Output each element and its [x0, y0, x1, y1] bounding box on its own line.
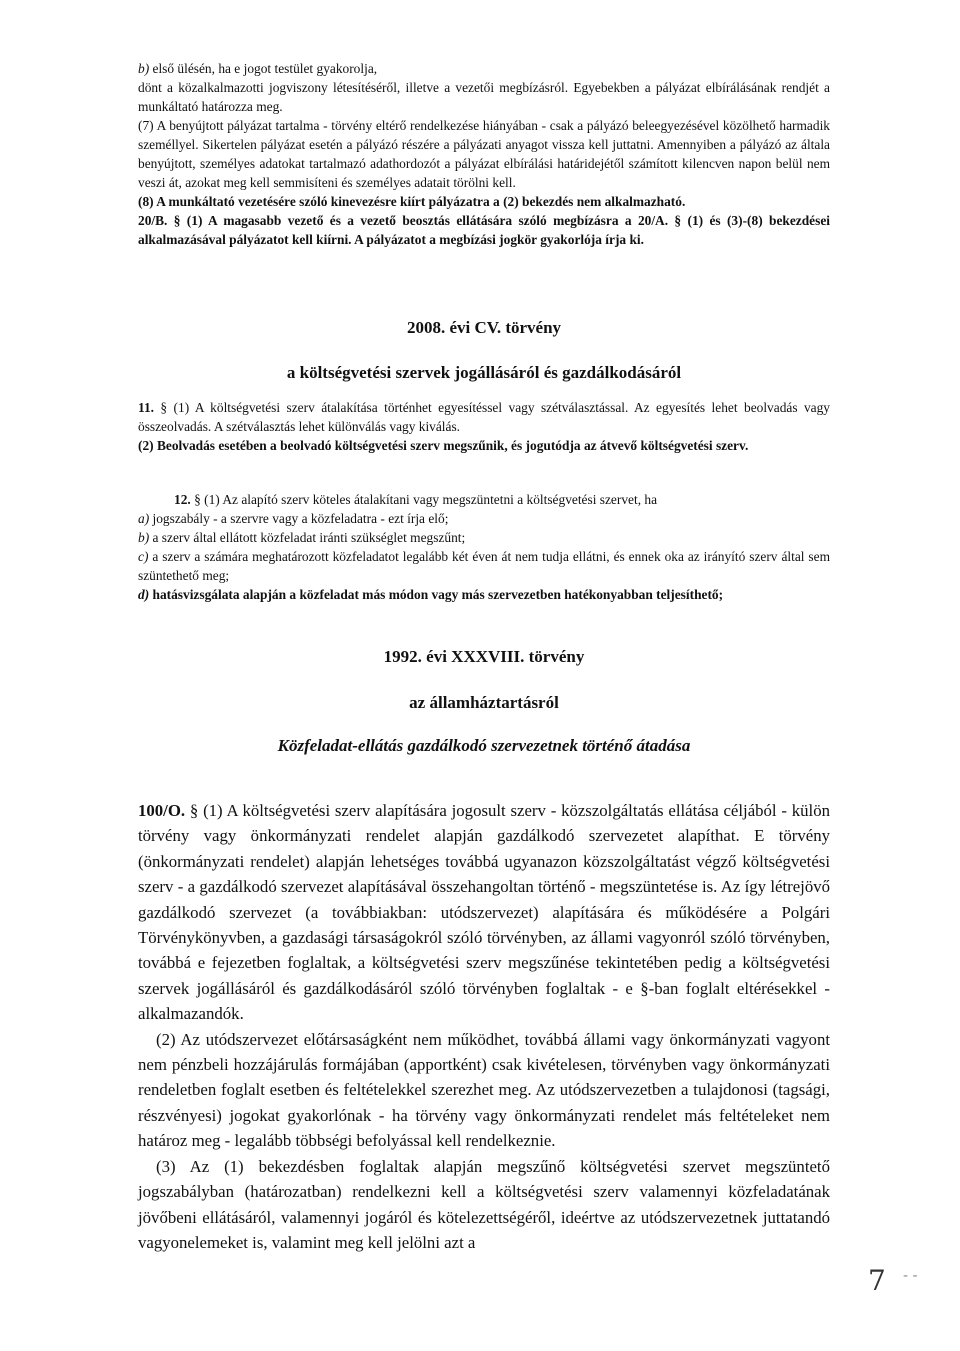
paragraph-text: § (1) A magasabb vezető és a vezető beosztás ellátására szóló megbízásra a 20/A. § (1) és (3)-(8) bekezdései alkalmazásával pályázatot kell kiírni. A pályázatot a megbízási jogkör gyakorlója írja ki. [138, 213, 830, 247]
list-marker: b) [138, 61, 150, 76]
chapter-title: Közfeladat-ellátás gazdálkodó szervezetnek történő átadása [277, 736, 691, 755]
list-text: a szerv a számára meghatározott közfeladatot legalább két éven át nem tudja ellátni, és ennek oka az irányító szerv által sem szüntethető meg; [138, 549, 830, 583]
section-number: 20/B. [138, 213, 168, 228]
paragraph-text: első ülésén, ha e jogot testület gyakorolja, [149, 61, 378, 76]
law-subtitle-2008: a költségvetési szervek jogállásáról és gazdálkodásáról [286, 363, 682, 382]
section-kjt-20a [138, 59, 830, 249]
paragraph-8: (8) A munkáltató vezetésére szóló kinevezésre kiírt pályázatra a (2) bekezdés nem alkalmazható. [138, 194, 686, 209]
paragraph-text: § (1) A költségvetési szerv átalakítása történhet egyesítéssel vagy szétválasztással. Az egyesítés lehet beolvadás vagy összeolvadás. A szétválasztás lehet különválás vagy kiválás. [138, 400, 830, 434]
section-number: 11. [138, 400, 154, 415]
list-marker: a) [138, 511, 150, 526]
section-number: 12. [174, 492, 191, 507]
paragraph-100o-2: (2) Az utódszervezet előtársaságként nem működhet, továbbá állami vagy önkormányzati vagyont nem pénzbeli hozzájárulás formájában (apportként) csak kivételesen, törvényben vagy önkormányzati rendeletben foglalt esetben és feltételekkel szerezhet meg. Az utódszervezetben a tulajdonosi (tagsági, részvényesi) jogokat gyakorlónak - ha törvény vagy önkormányzati rendelet más feltételeket nem határoz meg - legalább többségi befolyással kell rendelkeznie. [138, 1029, 830, 1151]
section-number: 100/O. [138, 801, 186, 820]
paragraph-20b [138, 211, 830, 249]
list-item-c [138, 547, 830, 585]
paragraph-7: (7) A benyújtott pályázat tartalma - törvény eltérő rendelkezése hiányában - csak a pályázó beleegyezésével közölhető harmadik személlyel. Sikertelen pályázat esetén a pályázó részére a pályázati anyagot vissza kell juttatni. Amennyiben a pályázó az általa benyújtott, személyes adatokat tartalmazó adathordozót a pályázat elbírálási határidejétől számított kilencven napon belül nem veszi át, azokat meg kell semmisíteni és személyes adatait törölni kell. [138, 118, 830, 190]
page-number: 7 [868, 1264, 886, 1297]
paragraph-dont: dönt a közalkalmazotti jogviszony létesítéséről, illetve a vezetői megbízásról. Egyebekben a pályázat elbírálásának rendjét a munkáltató határozza meg. [138, 80, 830, 114]
section-12 [138, 490, 830, 604]
paragraph-100o-1 [138, 798, 830, 1027]
margin-mark: - - [903, 1268, 918, 1284]
paragraph-100o-3: (3) Az (1) bekezdésben foglaltak alapján megszűnő költségvetési szervet megszüntető jogszabályban (határozatban) rendelkezni kell a költségvetési szerv valamennyi közfeladatának jövőbeni ellátásáról, valamennyi jogáról és kötelezettségéről, ideértve az utódszervezetnek juttatandó vagyonelemeket is, valamint meg kell jelölni azt a [138, 1156, 830, 1252]
section-11 [138, 398, 830, 455]
paragraph-b [138, 59, 830, 78]
list-marker: d) [138, 587, 150, 602]
list-item-a [138, 509, 830, 528]
law-subtitle-1992: az államháztartásról [409, 693, 559, 712]
paragraph-11-2: (2) Beolvadás esetében a beolvadó költségvetési szerv megszűnik, és jogutódja az átvevő költségvetési szerv. [138, 438, 749, 453]
list-text: hatásvizsgálata alapján a közfeladat más módon vagy más szervezetben hatékonyabban teljesíthető; [149, 587, 724, 602]
paragraph-text: § (1) Az alapító szerv köteles átalakítani vagy megszüntetni a költségvetési szervet, ha [190, 492, 658, 507]
section-100o [138, 798, 830, 1255]
paragraph-11-1 [138, 398, 830, 436]
list-item-d [138, 585, 830, 604]
law-title-2008: 2008. évi CV. törvény [406, 318, 562, 337]
list-item-b [138, 528, 830, 547]
list-marker: b) [138, 530, 150, 545]
paragraph-12-1 [138, 490, 830, 509]
list-text: a szerv által ellátott közfeladat iránti szükséglet megszűnt; [149, 530, 466, 545]
list-text: jogszabály - a szervre vagy a közfeladatra - ezt írja elő; [149, 511, 449, 526]
paragraph-text: § (1) A költségvetési szerv alapítására jogosult szerv - közszolgáltatás ellátása céljából - külön törvény vagy önkormányzati rendelet alapján gazdálkodó szervezetet alapíthat. E törvény (önkormányzati rendelet) alapján lehetséges továbbá ugyanazon közszolgáltatást végző költségvetési szerv - a gazdálkodó szervezet alapításával összehangoltan történő - megszüntetése is. Az így létrejövő gazdálkodó szervezet (a továbbiakban: utódszervezet) alapítására és működésére a Polgári Törvénykönyvben, a gazdasági társaságokról szóló törvényben, az állami vagyonról szóló törvényben, továbbá e fejezetben foglaltak, a költségvetési szerv megszűnése tekintetében pedig a költségvetési szervek jogállásáról és gazdálkodásáról szóló törvényben foglaltak - e §-ban foglalt eltérésekkel - alkalmazandók. [138, 801, 830, 1024]
list-marker: c) [138, 549, 149, 564]
law-title-1992: 1992. évi XXXVIII. törvény [383, 647, 585, 666]
